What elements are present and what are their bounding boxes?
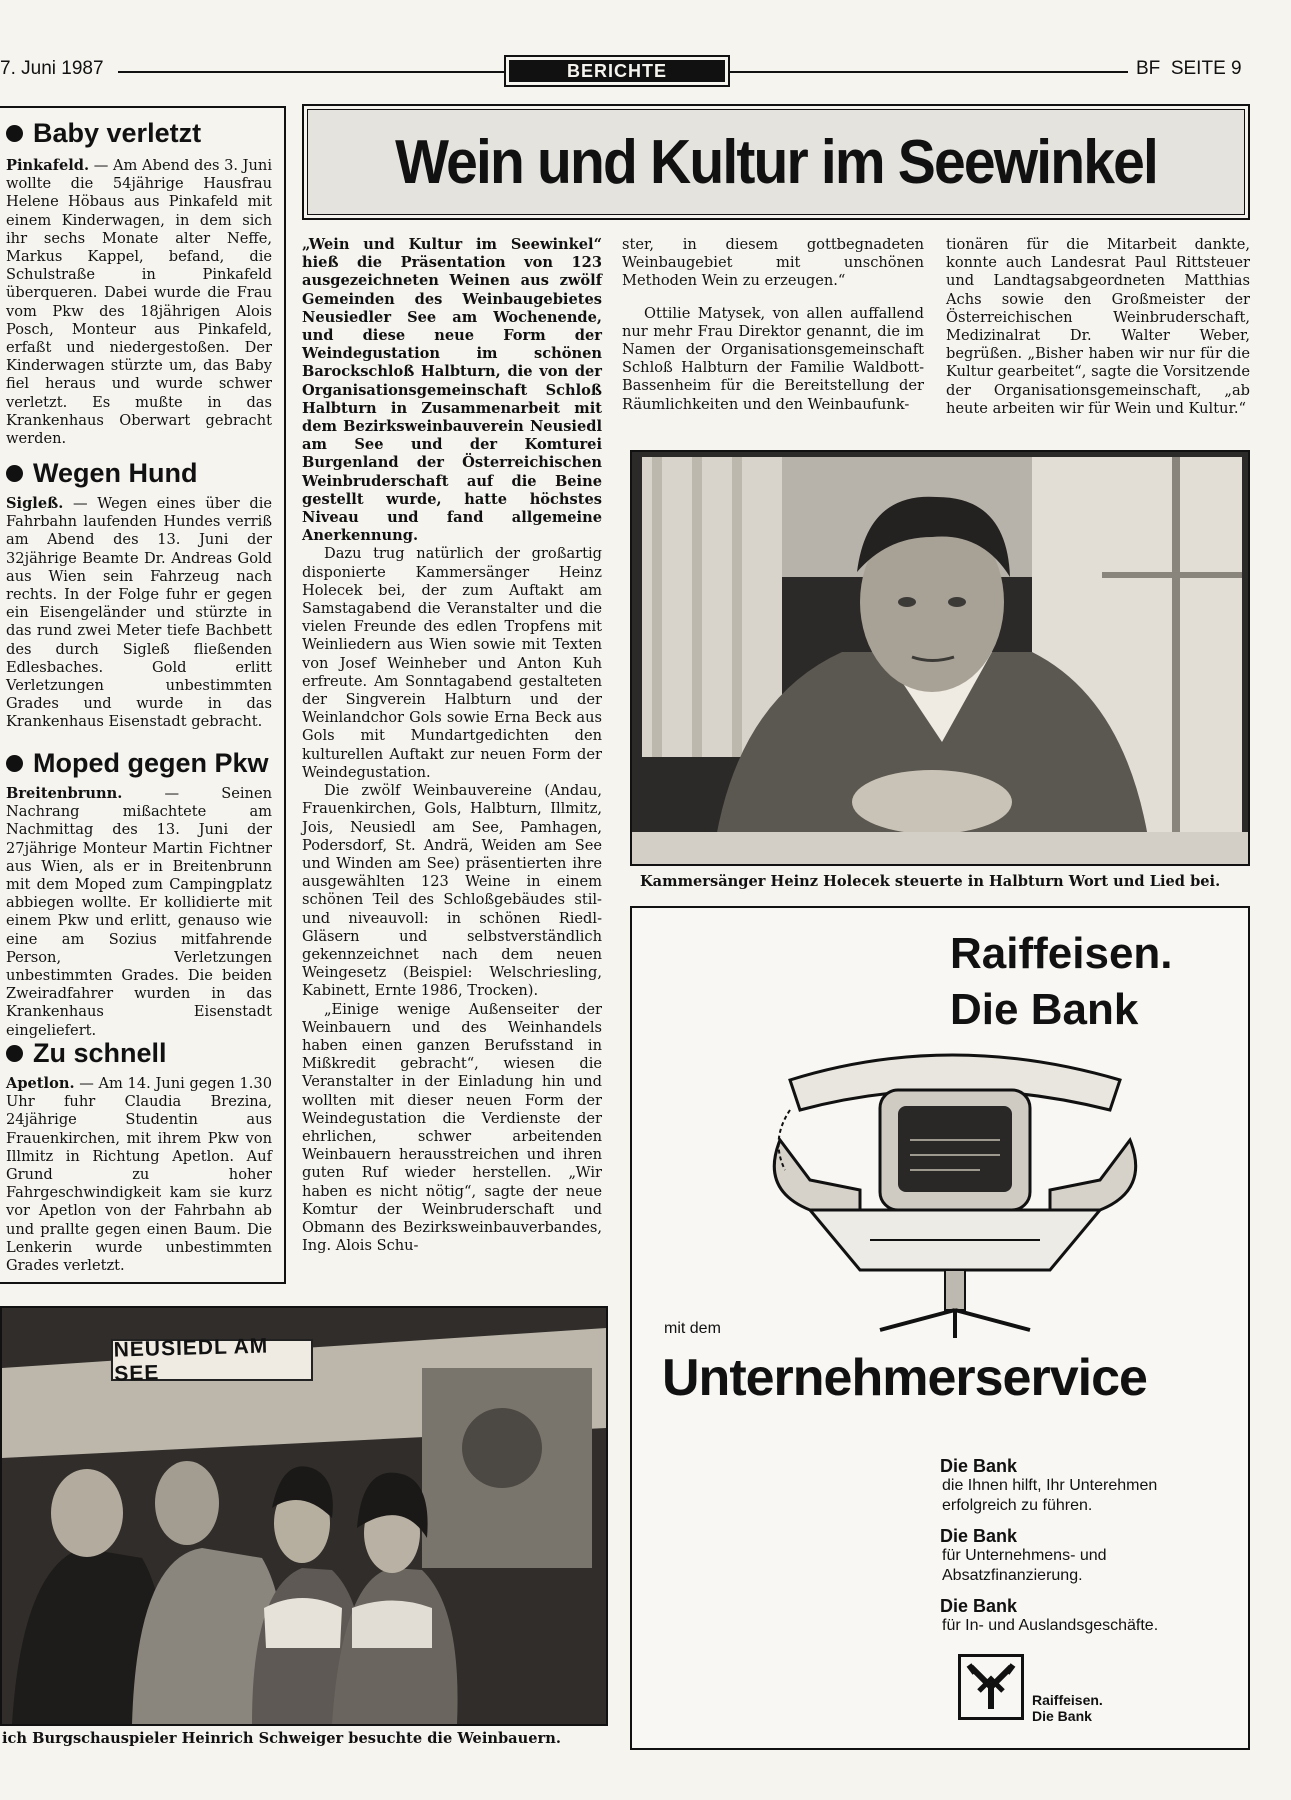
bullet-icon	[6, 125, 23, 142]
brief-title-3: Moped gegen Pkw	[6, 748, 269, 779]
phone-desk-icon	[750, 1040, 1160, 1340]
article-paragraph: Die zwölf Weinbauvereine (Andau, Frauenkirchen, Gols, Halbturn, Illmitz, Jois, Neusiedl am See, Pamhagen, Podersdorf, St. Andrä, Weiden am See und Winden am See) präsentierten ihre ausgewählten 123 Weine in einem schönen Teil des Schloßgebäudes stil- und niveauvoll: in schönen Riedl-Gläsern und selbstverständlich gekennzeichnet nach dem neuen Weingesetz (Beispiel: Welschriesling, Kabinett, Ernte 1986, Trocken).	[302, 782, 602, 1000]
gable-cross-icon	[965, 1661, 1017, 1713]
section-badge	[504, 55, 730, 87]
brief-title-4: Zu schnell	[6, 1038, 167, 1069]
photo-caption-weinbauern: ich Burgschauspieler Heinrich Schweiger besuchte die Weinbauern.	[2, 1730, 561, 1747]
article-column-2	[622, 236, 924, 414]
article-paragraph: tionären für die Mitarbeit dankte, konnte auch Landesrat Paul Rittsteuer und Landtagsabgeordneten Matthias Achs sowie den Großmeister der Österreichischen Weinbruderschaft, Medizinalrat Dr. Walter Weber, begrüßen. „Bisher haben wir nur für die Kultur gearbeitet“, sagte die Vorsitzende der Organisationsgemeinschaft, „ab heute arbeiten wir für Wein und Kultur.“	[946, 236, 1250, 417]
header-rule-right	[730, 71, 1128, 73]
article-paragraph: Dazu trug natürlich der großartig disponierte Kammersänger Heinz Holecek bei, der zum Auftakt am Samstagabend die Veranstalter und die vielen Freunde des edlen Tropfens mit Weinliedern aus Wien sowie mit Texten von Josef Weinheber und Anton Kuh erfreute. Am Sonntagabend gestalteten der Singverein Halbturn und der Weinlandchor Gols sowie Erna Beck aus Gols mit Mundartgedichten den kulturellen Auftakt zur neuen Form der Weindegustation.	[302, 545, 602, 781]
headline-box	[302, 104, 1250, 220]
ad-benefits: Die Bank die Ihnen hilft, Ihr Unterehmen erfolgreich zu führen. Die Bank für Unternehmens- und Absatzfinanzierung. Die Bank für In- und Auslandsgeschäfte.	[940, 1456, 1159, 1634]
bullet-icon	[6, 1045, 23, 1062]
brief-text-2: Sigleß. — Wegen eines über die Fahrbahn laufenden Hundes verriß am Abend des 13. Juni der 32jährige Beamte Dr. Andreas Gold aus Wien sein Fahrzeug nach rechts. In der Folge fuhr er gegen ein Eisengeländer und stürzte in das rund zwei Meter tiefe Bachbett des durch Sigleß fließenden Edlesbaches. Gold erlitt Verletzungen unbestimmten Grades und wurde in das Krankenhaus Eisenstadt gebracht.	[6, 495, 273, 731]
header-page: BF SEITE 9	[1136, 58, 1242, 79]
article-lead: „Wein und Kultur im Seewinkel“ hieß die Präsentation von 123 ausgezeichneten Weinen aus zwölf Gemeinden des Weinbaugebietes Neusiedler See am Wochenende, und diese neue Form der Weindegustation im schönen Barockschloß Halbturn, die von der Organisationsgemeinschaft Schloß Halbturn in Zusammenarbeit mit dem Bezirksweinbauverein Neusiedl am See und der Komturei Burgenland der Österreichischen Weinbruderschaft auf die Beine gestellt wurde, hatte höchstes Niveau und fand allgemeine Anerkennung.	[302, 236, 602, 545]
brief-text-3: Breitenbrunn. — Seinen Nachrang mißachtete am Nachmittag des 13. Juni der 27jährige Monteur Martin Fichtner aus Wien, als er in Breitenbrunn mit dem Moped zum Campingplatz abbiegen wollte. Er kollidierte mit einem Pkw und erlitt, genauso wie eine am Sozius mitfahrende Person, Verletzungen unbestimmten Grades. Die beiden Zweiradfahrer wurden in das Krankenhaus Eisenstadt eingeliefert.	[6, 785, 272, 1039]
brief-text-1: Pinkafeld. — Am Abend des 3. Juni wollte die 54jährige Hausfrau Helene Höbaus aus Pinkafeld mit einem Kinderwagen, in dem sich ihr sechs Monate alter Neffe, Markus Kappel, befand, die Schulstraße in Pinkafeld überqueren. Dabei wurde die Frau vom Pkw des 18jährigen Alois Posch, Monteur aus Pinkafeld, erfaßt und niedergestoßen. Der Kinderwagen stürzte um, das Baby fiel heraus und wurde schwer verletzt. Es mußte in das Krankenhaus Oberwart gebracht werden.	[6, 157, 273, 448]
article-paragraph: ster, in diesem gottbegnadeten Weinbaugebiet mit unschönen Methoden Wein zu erzeugen.“	[622, 236, 924, 290]
article-column-3	[946, 236, 1250, 418]
article-column-1	[302, 236, 602, 1255]
ad-headline: Raiffeisen. Die Bank	[950, 929, 1173, 1034]
header-date: 7. Juni 1987	[0, 58, 104, 79]
photo-caption-holecek: Kammersänger Heinz Holecek steuerte in Halbturn Wort und Lied bei.	[640, 873, 1221, 890]
ad-big-text: Unternehmerservice	[662, 1349, 1147, 1407]
raiffeisen-logo	[958, 1654, 1024, 1720]
brief-title-1: Baby verletzt	[6, 118, 201, 149]
article-paragraph: Ottilie Matysek, von allen auffallend nur mehr Frau Direktor genannt, die im Namen der Organisationsgemeinschaft Schloß Halbturn der Familie Waldbott-Bassenheim für die Bereitstellung der Räumlichkeiten und den Weinbaufunk-	[622, 304, 924, 413]
section-label: BERICHTE	[509, 60, 725, 82]
article-paragraph: „Einige wenige Außenseiter der Weinbauern und des Weinhandels haben einen ganzen Berufsstand in Mißkredit gebracht“, wiesen die Veranstalter in der Einladung hin und wollten mit dieser neuen Form der Weindegustation die Verdienste der ehrlichen, schwer arbeitenden Weinbauern herausstreichen und ihren guten Ruf wieder herstellen. „Wir haben es nicht nötig“, sagte der neue Komtur der Weinbruderschaft und Obmann des Bezirksweinbauverbandes, Ing. Alois Schu-	[302, 1000, 602, 1255]
brief-title-2: Wegen Hund	[6, 458, 198, 489]
article-headline: Wein und Kultur im Seewinkel	[395, 127, 1157, 197]
telephone-computer-illustration	[750, 1040, 1160, 1340]
photo-sign-text: NEUSIEDL AM SEE	[113, 1334, 269, 1386]
brief-text-4: Apetlon. — Am 14. Juni gegen 1.30 Uhr fuhr Claudia Brezina, 24jährige Studentin aus Frauenkirchen, mit ihrem Pkw von Illmitz in Richtung Apetlon. Auf Grund zu hoher Fahrgeschwindigkeit kam sie kurz vor Apetlon von der Fahrbahn ab und prallte gegen einen Baum. Die Lenkerin wurde unbestimmten Grades verletzt.	[6, 1075, 272, 1275]
ad-small-text: mit dem	[664, 1320, 721, 1337]
bullet-icon	[6, 465, 23, 482]
raiffeisen-logo-text: Raiffeisen. Die Bank	[1032, 1692, 1103, 1724]
header-rule-left	[118, 71, 504, 73]
photo-holecek	[630, 450, 1250, 866]
photo-weinbauern	[0, 1306, 608, 1726]
bullet-icon	[6, 755, 23, 772]
portrait-image	[632, 452, 1248, 864]
